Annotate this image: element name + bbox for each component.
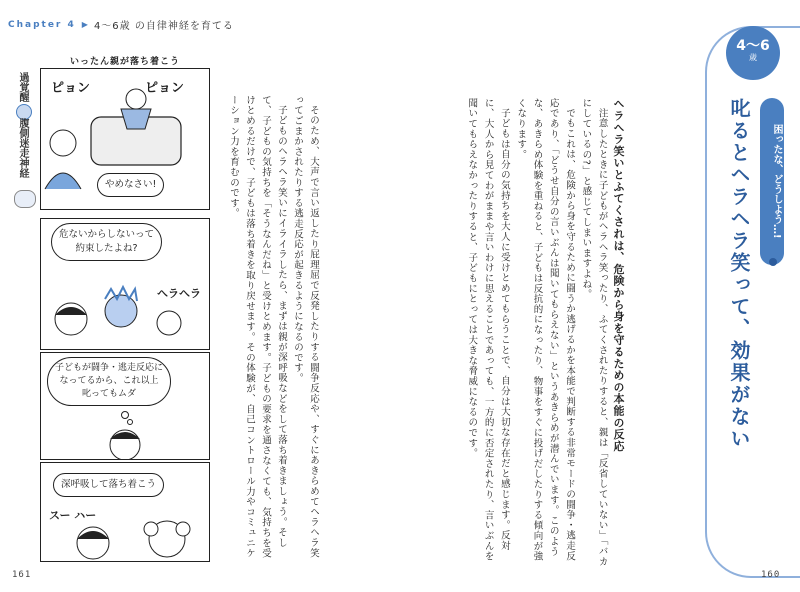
right-page-text xyxy=(463,98,626,568)
comic-title: いったん親が落ち着こう xyxy=(69,57,180,67)
comic-panel-3 xyxy=(40,352,210,460)
comic-panel-1 xyxy=(40,68,210,210)
age-unit: 歳 xyxy=(749,53,757,62)
trouble-label: 困ったな、どうしよう…! xyxy=(760,98,784,265)
comic-panel-2 xyxy=(40,218,210,350)
lead-heading: ヘラヘラ笑いとふてくされは、危険から身を守るための本能の反応 xyxy=(611,98,625,452)
speech-bubble-deep-breath: 深呼吸して落ち着こう xyxy=(53,473,164,497)
right-paragraph: 子どもは自分の気持ちを大人に受けとめてもらうことで、自分は大切な存在だと感じます。反対に、大人から見てわがままや言いわけに思えることであっても、一方的に否定されたり、言いぶんを聞いてもらえなかったりすると、子どもにとっては大きな脅威になるのです。 xyxy=(466,98,510,562)
side-label-ventral-vagal: 腹側迷走神経 xyxy=(17,118,28,178)
chapter-label: Chapter 4 xyxy=(8,19,76,30)
right-paragraph: でもこれは、危険から身を守るために闘うか逃げるかを本能で判断する非常モードの闘争・逃走反応であり、「どうせ自分の言いぶんは聞いてもらえない」というあきらめが潜んでいます。このような、あきらめ体験を重ねると、子どもは反抗的になったり、物事をすぐに投げだしたりする傾向が強くなります。 xyxy=(515,98,576,562)
sfx-suu-haa: スー ハー xyxy=(49,509,97,522)
thinking-parent-illustration xyxy=(41,353,209,459)
left-page-text xyxy=(225,95,321,565)
sfx-pyon-1: ピョン xyxy=(51,81,91,96)
bullet-dot xyxy=(769,258,777,266)
page-number-right: 160 xyxy=(761,570,781,580)
speech-bubble-promise: 危ないからしないって 約束したよね? xyxy=(51,223,162,261)
page-number-left: 161 xyxy=(12,570,32,580)
calm-face-icon xyxy=(14,190,36,208)
chapter-subject: 4〜6歳 の自律神経を育てる xyxy=(93,21,234,32)
side-label-hyperarousal: 過覚醒 xyxy=(17,72,28,102)
age-range: 4〜6 xyxy=(736,38,770,54)
parent-breathing-with-dog-illustration xyxy=(41,463,209,561)
running-header xyxy=(8,17,234,32)
comic-panel-4 xyxy=(40,462,210,562)
speech-bubble-stop: やめなさい! xyxy=(97,173,164,197)
angry-parent-and-laughing-children-illustration xyxy=(41,219,209,349)
left-paragraph: 子どものヘラヘラ笑いにイライラしたら、まずは親が深呼吸などをして落ち着きましょう。そして、子どもの気持ちを「そうなんだね」と受けとめます。子どもの要求を通さなくても、気持ちを受けとめるだけで、子どもは落ち着きを取り戻せます。その体験が、自己コントロール力やコミュニケーション力を育むのです。 xyxy=(228,95,287,559)
right-paragraph: 注意したときに子どもがヘラヘラ笑ったり、ふてくされたりすると、親は「反省していない」「バカにしているの?」と感じてしまいますよね。 xyxy=(580,98,608,567)
triangle-icon: ▶ xyxy=(81,20,88,29)
comic-strip xyxy=(40,54,210,560)
section-tab xyxy=(705,26,800,578)
age-badge xyxy=(726,26,780,80)
sfx-hera-hera: ヘラヘラ xyxy=(157,287,201,300)
left-paragraph: そのため、大声で言い返したり屁理屈で反発したりする闘争反応や、すぐにあきらめてヘラヘラ笑ってごまかされたりする逃走反応が起きるようになるのです。 xyxy=(292,95,319,558)
thought-bubble-fight-flight: 子どもが闘争・逃走反応に なってるから、これ以上 叱ってもムダ xyxy=(47,357,171,406)
sfx-pyon-2: ピョン xyxy=(145,81,185,96)
page-title: 叱るとヘラヘラ笑って、効果がない xyxy=(727,98,751,450)
